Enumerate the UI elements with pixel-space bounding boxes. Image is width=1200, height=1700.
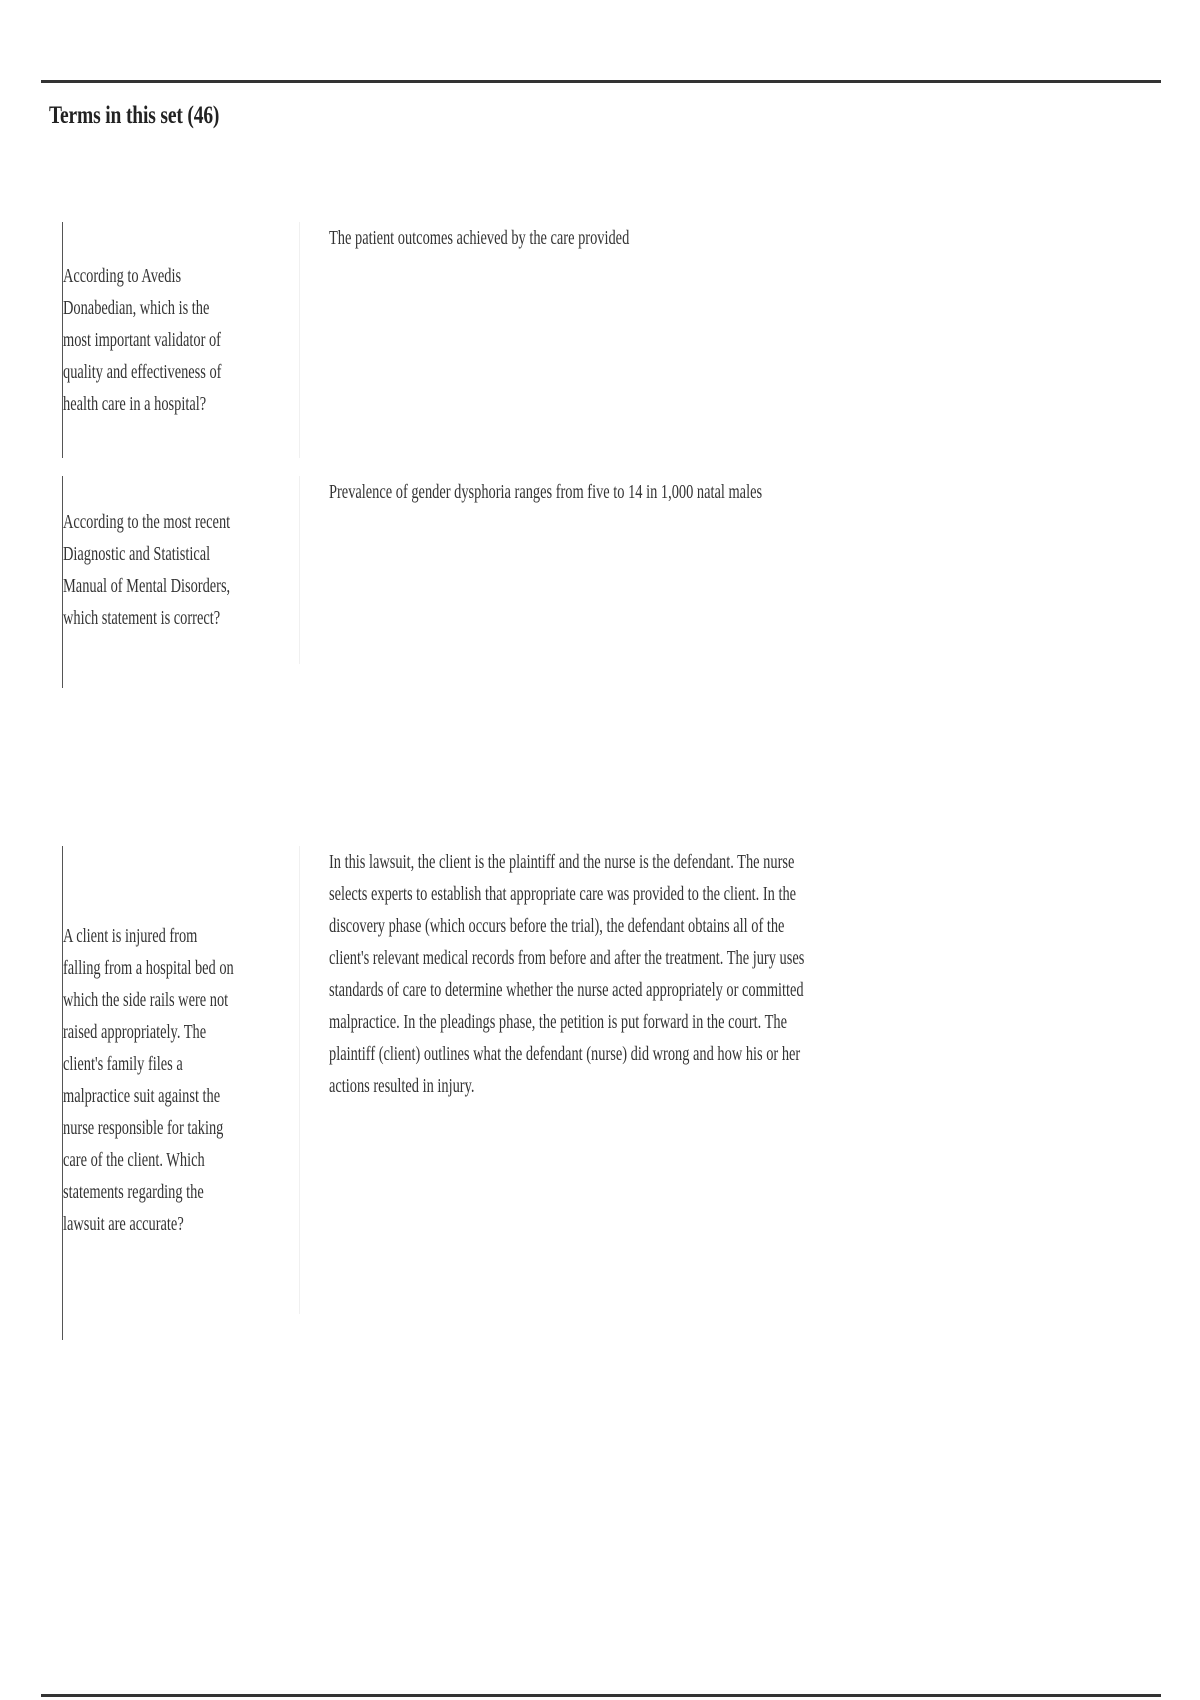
definition-cell (329, 476, 819, 508)
definition-cell (329, 222, 819, 254)
definition-cell (329, 846, 819, 1102)
definition-text: Prevalence of gender dysphoria ranges from five to 14 in 1,000 natal males (329, 481, 763, 503)
term-cell (63, 222, 303, 458)
term-text: A client is injured from falling from a hospital bed on which the side rails were not raised appropriately. The client's family files a malpractice suit against the nurse responsible for taking care of the client. Which statements regarding the lawsuit are accurate? (63, 925, 234, 1235)
term-cell (63, 846, 303, 1314)
term-cell (63, 476, 303, 664)
term-card (62, 476, 762, 688)
term-text: According to Avedis Donabedian, which is the most important validator of quality and effectiveness of health care in a hospital? (63, 265, 222, 415)
top-divider (41, 80, 1161, 83)
term-text: According to the most recent Diagnostic and Statistical Manual of Mental Disorders, which statement is correct? (63, 511, 231, 629)
definition-text: In this lawsuit, the client is the plaintiff and the nurse is the defendant. The nurse selects experts to establish that appropriate care was provided to the client. In the discovery phase (which occurs before the trial), the defendant obtains all of the client's relevant medical records from before and after the treatment. The jury uses standards of care to determine whether the nurse acted appropriately or committed malpractice. In the pleadings phase, the petition is put forward in the court. The plaintiff (client) outlines what the defendant (nurse) did wrong and how his or her actions resulted in injury. (329, 851, 805, 1097)
set-heading: Terms in this set (46) (49, 102, 220, 129)
bottom-divider (41, 1694, 1161, 1697)
term-card (62, 846, 805, 1340)
term-card (62, 222, 762, 458)
definition-text: The patient outcomes achieved by the care provided (329, 227, 630, 249)
